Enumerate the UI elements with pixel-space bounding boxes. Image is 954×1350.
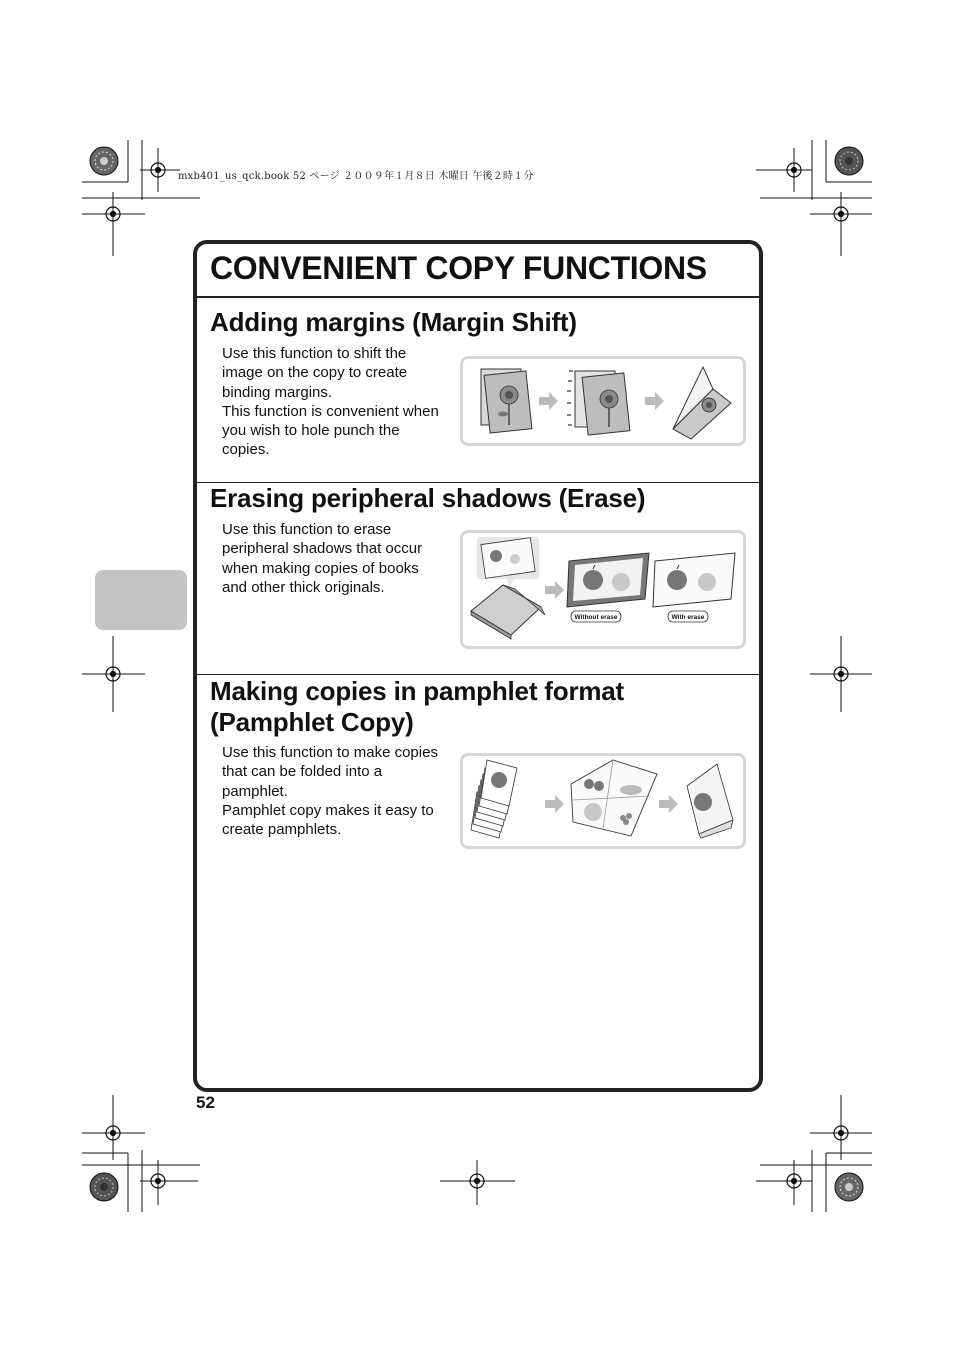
- starburst-mark-icon: [835, 147, 863, 175]
- chapter-tab: [95, 570, 187, 630]
- page-title: CONVENIENT COPY FUNCTIONS: [210, 250, 707, 286]
- section-divider: [197, 674, 759, 675]
- section-title-line: (Pamphlet Copy): [210, 707, 414, 737]
- erase-illustration: [460, 530, 746, 649]
- arrow-right-icon: [539, 392, 558, 410]
- paragraph: Use this function to shift the image on the copy to create binding margins.: [222, 345, 408, 401]
- paragraph: Use this function to make copies that can be folded into a pamphlet.: [222, 744, 438, 800]
- section-title-margin-shift: Adding margins (Margin Shift): [210, 307, 577, 337]
- paragraph: Use this function to erase peripheral shadows that occur when making copies of books and other thick originals.: [222, 521, 423, 596]
- book-icon: [471, 585, 545, 639]
- starburst-mark-icon: [90, 1173, 118, 1201]
- file-info-header: mxb401_us_qck.book 52 ページ ２００９年１月８日 木曜日 午後２時１分: [178, 171, 534, 182]
- title-bar: [197, 244, 759, 298]
- section-text-pamphlet: [222, 743, 447, 839]
- label-without-erase: Without erase: [574, 614, 618, 621]
- margin-shift-illustration: [460, 356, 746, 446]
- bound-booklet-icon: [673, 367, 731, 439]
- paragraph: Pamphlet copy makes it easy to create pamphlets.: [222, 801, 434, 839]
- starburst-mark-icon: [90, 147, 118, 175]
- pamphlet-spread-icon: [571, 760, 657, 836]
- arrow-right-icon: [545, 581, 564, 599]
- folded-pamphlet-icon: [687, 764, 733, 838]
- arrow-right-icon: [645, 392, 664, 410]
- copy-with-erase-icon: [653, 553, 735, 607]
- page-number: 52: [196, 1093, 215, 1112]
- arrow-right-icon: [659, 795, 678, 813]
- shifted-copy-icon: [567, 371, 630, 435]
- section-title-pamphlet: [210, 676, 624, 738]
- section-text-margin-shift: [222, 344, 447, 460]
- arrow-right-icon: [545, 795, 564, 813]
- original-sheet-icon: [481, 369, 532, 433]
- copy-without-erase-icon: [567, 553, 649, 607]
- originals-stack-icon: [471, 760, 517, 838]
- content-frame: [193, 240, 763, 1092]
- paragraph: This function is convenient when you wish to hole punch the copies.: [222, 402, 439, 459]
- original-bubble-icon: [477, 537, 539, 587]
- pamphlet-illustration: [460, 753, 746, 849]
- starburst-mark-icon: [835, 1173, 863, 1201]
- section-text-erase: [222, 520, 447, 597]
- section-title-line: Making copies in pamphlet format: [210, 676, 624, 706]
- label-with-erase: With erase: [671, 614, 705, 621]
- section-title-erase: Erasing peripheral shadows (Erase): [210, 483, 646, 513]
